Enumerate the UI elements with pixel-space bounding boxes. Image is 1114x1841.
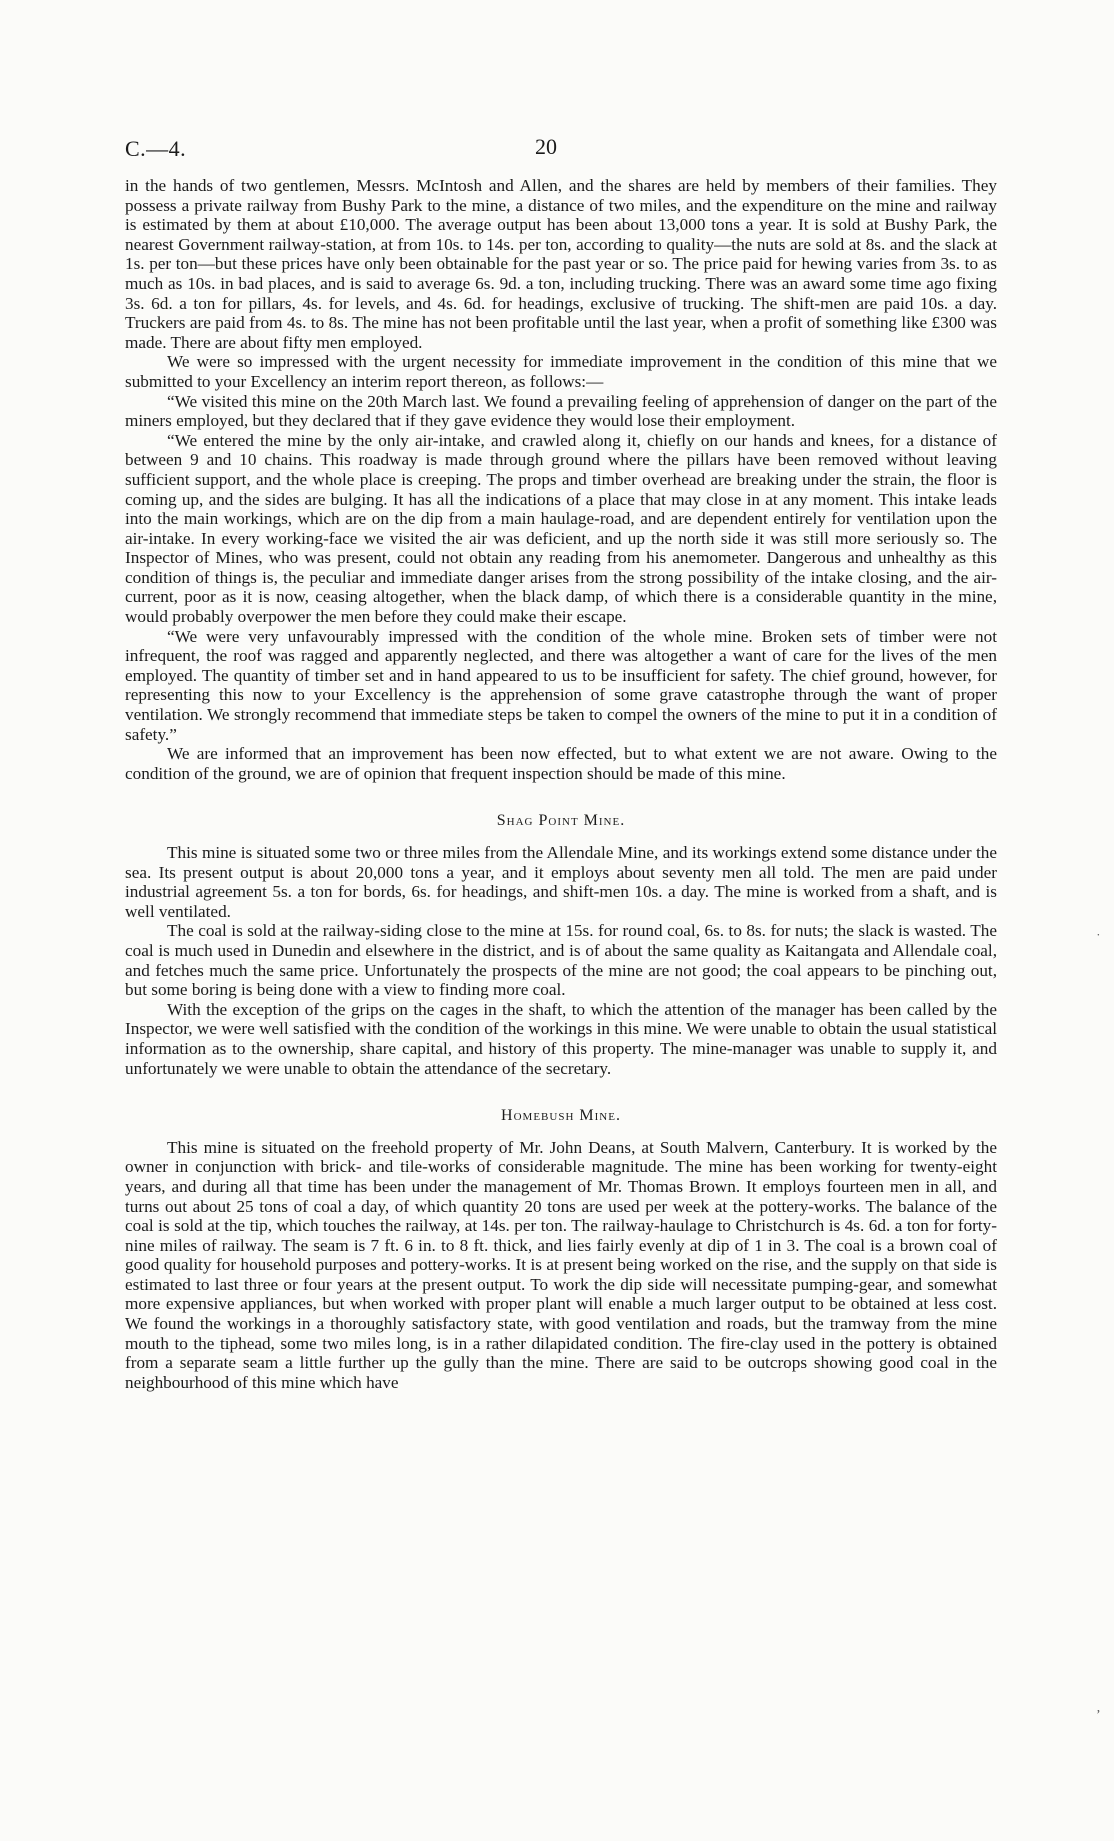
scan-speck: ʼ [1096, 1708, 1101, 1723]
document-reference: C.—4. [125, 136, 187, 161]
paragraph: This mine is situated on the freehold property of Mr. John Deans, at South Malvern, Canterbury. It is worked by the owner in conjunction with brick- and tile-works of considerable magnitude. The mine has been working for twenty-eight years, and during all that time has been under the management of Mr. Thomas Brown. It employs fourteen men in all, and turns out about 25 tons of coal a day, of which quantity 20 tons are used per week at the pottery-works. The balance of the coal is sold at the tip, which touches the railway, at 14s. per ton. The railway-haulage to Christchurch is 4s. 6d. a ton for forty-nine miles of railway. The seam is 7 ft. 6 in. to 8 ft. thick, and lies fairly evenly at dip of 1 in 3. The coal is a brown coal of good quality for household purposes and pottery-works. It is at present being worked on the rise, and the supply on that side is estimated to last three or four years at the present output. To work the dip side will necessitate pumping-gear, and somewhat more expensive appliances, but when worked with proper plant will enable a much larger output to be obtained at less cost. We found the workings in a thoroughly satisfactory state, with good ventilation and roads, but the tramway from the mine mouth to the tiphead, some two miles long, is in a rather dilapidated condition. The fire-clay used in the pottery is obtained from a separate seam a little further up the gully than the mine. There are said to be outcrops showing good coal in the neighbourhood of this mine which have [125, 1137, 997, 1392]
paragraph: This mine is situated some two or three miles from the Allendale Mine, and its workings extend some distance under the sea. Its present output is about 20,000 tons a year, and it employs about seventy men all told. The men are paid under industrial agreement 5s. a ton for bords, 6s. for headings, and shift-men 10s. a day. The mine is worked from a shaft, and is well ventilated. [125, 843, 997, 921]
paragraph: With the exception of the grips on the cages in the shaft, to which the attention of the manager has been called by the Inspector, we were well satisfied with the condition of the workings in this mine. We were unable to obtain the usual statistical information as to the ownership, share capital, and history of this property. The mine-manager was unable to supply it, and unfortunately we were unable to obtain the attendance of the secretary. [125, 999, 997, 1078]
quoted-paragraph: “We were very unfavourably impressed with the condition of the whole mine. Broken sets of timber were not infrequent, the roof was ragged and apparently neglected, and there was altogether a want of care for the lives of the men employed. The quantity of timber set and in hand appeared to us to be insufficient for safety. The chief ground, however, for representing this now to your Excellency is the apprehension of some grave catastrophe through the want of proper ventilation. We strongly recommend that immediate steps be taken to compel the owners of the mine to put it in a condition of safety.” [125, 626, 997, 744]
paragraph: We are informed that an improvement has been now effected, but to what extent we are not aware. Owing to the condition of the ground, we are of opinion that frequent inspection should be made of this mine. [125, 744, 997, 783]
body-text [125, 176, 997, 1392]
paragraph: in the hands of two gentlemen, Messrs. McIntosh and Allen, and the shares are held by members of their families. They possess a private railway from Bushy Park to the mine, a distance of two miles, and the expenditure on the mine and railway is estimated by them at about £10,000. The average output has been about 13,000 tons a year. It is sold at Bushy Park, the nearest Government railway-station, at from 10s. to 14s. per ton, according to quality—the nuts are sold at 8s. and the slack at 1s. per ton—but these prices have only been obtainable for the past year or so. The price paid for hewing varies from 3s. to as much as 10s. in bad places, and is said to average 6s. 9d. a ton, including trucking. There was an award some time ago fixing 3s. 6d. a ton for pillars, 4s. for levels, and 4s. 6d. for headings, exclusive of trucking. The shift-men are paid 10s. a day. Truckers are paid from 4s. to 8s. The mine has not been profitable until the last year, when a profit of something like £300 was made. There are about fifty men employed. [125, 176, 997, 352]
quoted-paragraph: “We visited this mine on the 20th March last. We found a prevailing feeling of apprehension of danger on the part of the miners employed, but they declared that if they gave evidence they would lose their employment. [125, 391, 997, 431]
paragraph: We were so impressed with the urgent necessity for immediate improvement in the condition of this mine that we submitted to your Excellency an interim report thereon, as follows:— [125, 352, 997, 391]
scan-speck: ˙ [1096, 932, 1101, 947]
quoted-paragraph: “We entered the mine by the only air-intake, and crawled along it, chiefly on our hands and knees, for a distance of between 9 and 10 chains. This roadway is made through ground where the pillars have been removed without leaving sufficient support, and the whole place is creeping. The props and timber overhead are breaking under the strain, the floor is coming up, and the sides are bulging. It has all the indications of a place that may close in at any moment. This intake leads into the main workings, which are on the dip from a main haulage-road, and are dependent entirely for ventilation upon the air-intake. In every working-face we visited the air was deficient, and up the north side it was still more seriously so. The Inspector of Mines, who was present, could not obtain any reading from his anemometer. Dangerous and unhealthy as this condition of things is, the peculiar and immediate danger arises from the strong possibility of the intake closing, and the air-current, poor as it is now, ceasing altogether, when the black damp, of which there is a considerable quantity in the mine, would probably overpower the men before they could make their escape. [125, 430, 997, 627]
section-heading-homebush: Homebush Mine. [501, 1107, 621, 1125]
page-header [125, 136, 997, 172]
paragraph: The coal is sold at the railway-siding close to the mine at 15s. for round coal, 6s. to 8s. for nuts; the slack is wasted. The coal is much used in Dunedin and elsewhere in the district, and is of about the same quality as Kaitangata and Allendale coal, and fetches much the same price. Unfortunately the prospects of the mine are not good; the coal appears to be pinching out, but some boring is being done with a view to finding more coal. [125, 921, 997, 1000]
section-heading-shag-point: Shag Point Mine. [496, 812, 626, 830]
page-number: 20 [535, 134, 557, 159]
